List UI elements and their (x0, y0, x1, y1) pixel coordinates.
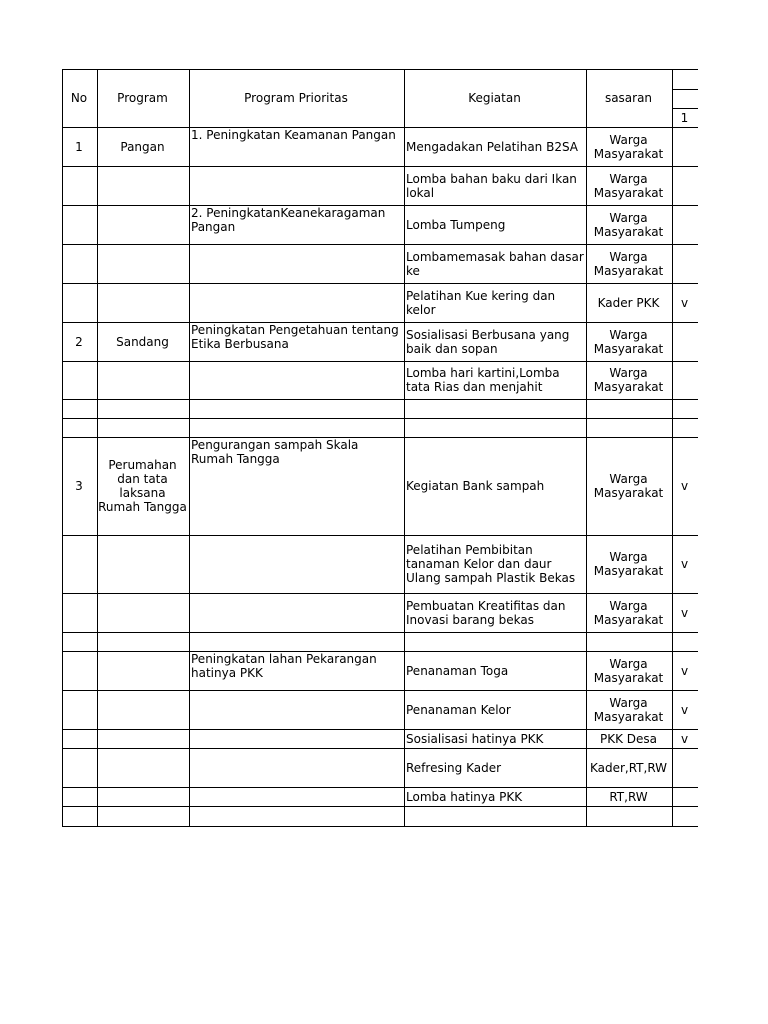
column-border (404, 69, 405, 826)
cell-no (62, 535, 96, 593)
header-program-prioritas: Program Prioritas (244, 91, 348, 105)
cell-program (97, 748, 188, 787)
cell-program (97, 205, 188, 244)
cell-kegiatan (406, 806, 585, 826)
cell-kegiatan: Lomba hatinya PKK (406, 789, 523, 804)
cell-kegiatan (406, 418, 585, 437)
cell-sasaran (586, 806, 671, 826)
cell-no (62, 399, 96, 418)
cell-mark: v (680, 702, 689, 717)
cell-program-prioritas (191, 787, 403, 807)
cell-kegiatan: Penanaman Toga (406, 663, 509, 678)
cell-program (97, 535, 188, 593)
cell-program: Sandang (116, 334, 169, 349)
cell-sasaran: Kader,RT,RW (589, 760, 668, 775)
cell-program-prioritas (191, 283, 403, 323)
cell-no (62, 787, 96, 806)
cell-kegiatan: Pembuatan Kreatifitas dan Inovasi barang bekas (406, 598, 566, 627)
cell-program-prioritas: Peningkatan lahan Pekarangan hatinya PKK (191, 652, 377, 680)
cell-no (62, 593, 96, 632)
cell-no (62, 244, 96, 283)
cell-sasaran: RT,RW (609, 789, 648, 804)
cell-mark: v (680, 295, 689, 310)
cell-mark: v (680, 605, 689, 620)
cell-program-prioritas (191, 418, 403, 438)
cell-mark (672, 418, 697, 437)
cell-mark: v (680, 663, 689, 678)
cell-kegiatan: Lomba bahan baku dari Ikan lokal (406, 171, 577, 200)
cell-sasaran: Warga Masyarakat (593, 132, 664, 161)
cell-mark (672, 787, 697, 806)
header-sasaran: sasaran (604, 91, 653, 105)
cell-sasaran (586, 418, 671, 437)
cell-mark (672, 806, 697, 826)
cell-program-prioritas (191, 399, 403, 419)
cell-sasaran: Warga Masyarakat (593, 366, 664, 394)
cell-no (62, 283, 96, 322)
cell-mark (672, 399, 697, 418)
cell-kegiatan: Penanaman Kelor (406, 702, 511, 717)
cell-program-prioritas (191, 632, 403, 652)
cell-sasaran: Warga Masyarakat (593, 171, 664, 200)
cell-sasaran: Kader PKK (597, 295, 660, 310)
cell-program (97, 361, 188, 399)
cell-mark: v (680, 731, 689, 746)
cell-program-prioritas: Peningkatan Pengetahuan tentang Etika Berbusana (191, 323, 399, 351)
cell-kegiatan (406, 632, 585, 651)
cell-no (62, 690, 96, 729)
cell-sasaran: Warga Masyarakat (593, 598, 664, 627)
cell-program-prioritas (191, 361, 403, 400)
cell-kegiatan: Pelatihan Pembibitan tanaman Kelor dan daur Ulang sampah Plastik Bekas (406, 543, 576, 585)
header-no: No (70, 91, 88, 105)
cell-sasaran: Warga Masyarakat (593, 327, 664, 356)
cell-no: 1 (75, 139, 83, 154)
cell-no (62, 205, 96, 244)
header-sub-column: 1 (680, 110, 689, 125)
cell-no: 2 (75, 334, 83, 349)
cell-mark (672, 361, 697, 399)
cell-program-prioritas (191, 729, 403, 749)
program-table (62, 69, 698, 826)
cell-sasaran (586, 632, 671, 651)
cell-program (97, 166, 188, 205)
cell-mark (672, 205, 697, 244)
cell-kegiatan: Mengadakan Pelatihan B2SA (406, 139, 579, 154)
cell-mark (672, 127, 697, 166)
cell-program (97, 593, 188, 632)
cell-sasaran: PKK Desa (599, 731, 658, 746)
cell-program (97, 632, 188, 651)
cell-mark (672, 166, 697, 205)
cell-mark: v (680, 479, 689, 493)
cell-kegiatan: Lomba hari kartini,Lomba tata Rias dan menjahit (406, 366, 560, 394)
cell-kegiatan (406, 399, 585, 418)
cell-mark (672, 322, 697, 361)
cell-program-prioritas (191, 166, 403, 206)
cell-program (97, 244, 188, 283)
cell-no (62, 748, 96, 787)
cell-program (97, 399, 188, 418)
cell-no (62, 632, 96, 651)
cell-no (62, 361, 96, 399)
header-kegiatan: Kegiatan (468, 91, 521, 105)
cell-kegiatan: Pelatihan Kue kering dan kelor (406, 288, 556, 317)
cell-mark (672, 632, 697, 651)
cell-kegiatan: Sosialisasi hatinya PKK (406, 731, 544, 746)
cell-program-prioritas (191, 748, 403, 788)
cell-no (62, 418, 96, 437)
cell-sasaran: Warga Masyarakat (593, 656, 664, 685)
cell-no (62, 166, 96, 205)
cell-kegiatan: Sosialisasi Berbusana yang baik dan sopan (406, 327, 570, 356)
cell-program (97, 787, 188, 806)
cell-program (97, 418, 188, 437)
subheader-border (672, 89, 698, 90)
cell-kegiatan: Kegiatan Bank sampah (406, 479, 545, 493)
cell-no (62, 729, 96, 748)
cell-program-prioritas (191, 244, 403, 284)
cell-program (97, 806, 188, 826)
cell-program-prioritas (191, 535, 403, 594)
cell-program-prioritas (191, 806, 403, 827)
header-program: Program (117, 91, 168, 105)
cell-sasaran: Warga Masyarakat (593, 472, 664, 500)
cell-kegiatan: Lombamemasak bahan dasar ke (406, 249, 584, 278)
cell-program (97, 729, 188, 748)
cell-sasaran (586, 399, 671, 418)
cell-program-prioritas (191, 690, 403, 730)
cell-program (97, 283, 188, 322)
column-border (189, 69, 190, 826)
cell-kegiatan: Refresing Kader (406, 760, 502, 775)
cell-sasaran: Warga Masyarakat (593, 210, 664, 239)
cell-program-prioritas (191, 593, 403, 633)
cell-program (97, 690, 188, 729)
cell-sasaran: Warga Masyarakat (593, 550, 664, 578)
cell-program-prioritas: 1. Peningkatan Keamanan Pangan (191, 128, 396, 142)
cell-program (97, 651, 188, 690)
cell-program-prioritas: Pengurangan sampah Skala Rumah Tangga (191, 438, 359, 466)
cell-program: Pangan (120, 139, 165, 154)
cell-mark (672, 748, 697, 787)
cell-no: 3 (75, 479, 83, 493)
cell-sasaran: Warga Masyarakat (593, 249, 664, 278)
cell-kegiatan: Lomba Tumpeng (406, 217, 506, 232)
cell-program: Perumahan dan tata laksana Rumah Tangga (98, 458, 187, 514)
cell-no (62, 806, 96, 826)
cell-no (62, 651, 96, 690)
cell-sasaran: Warga Masyarakat (593, 695, 664, 724)
cell-mark: v (680, 557, 689, 571)
cell-mark (672, 244, 697, 283)
cell-program-prioritas: 2. PeningkatanKeanekaragaman Pangan (191, 206, 386, 234)
